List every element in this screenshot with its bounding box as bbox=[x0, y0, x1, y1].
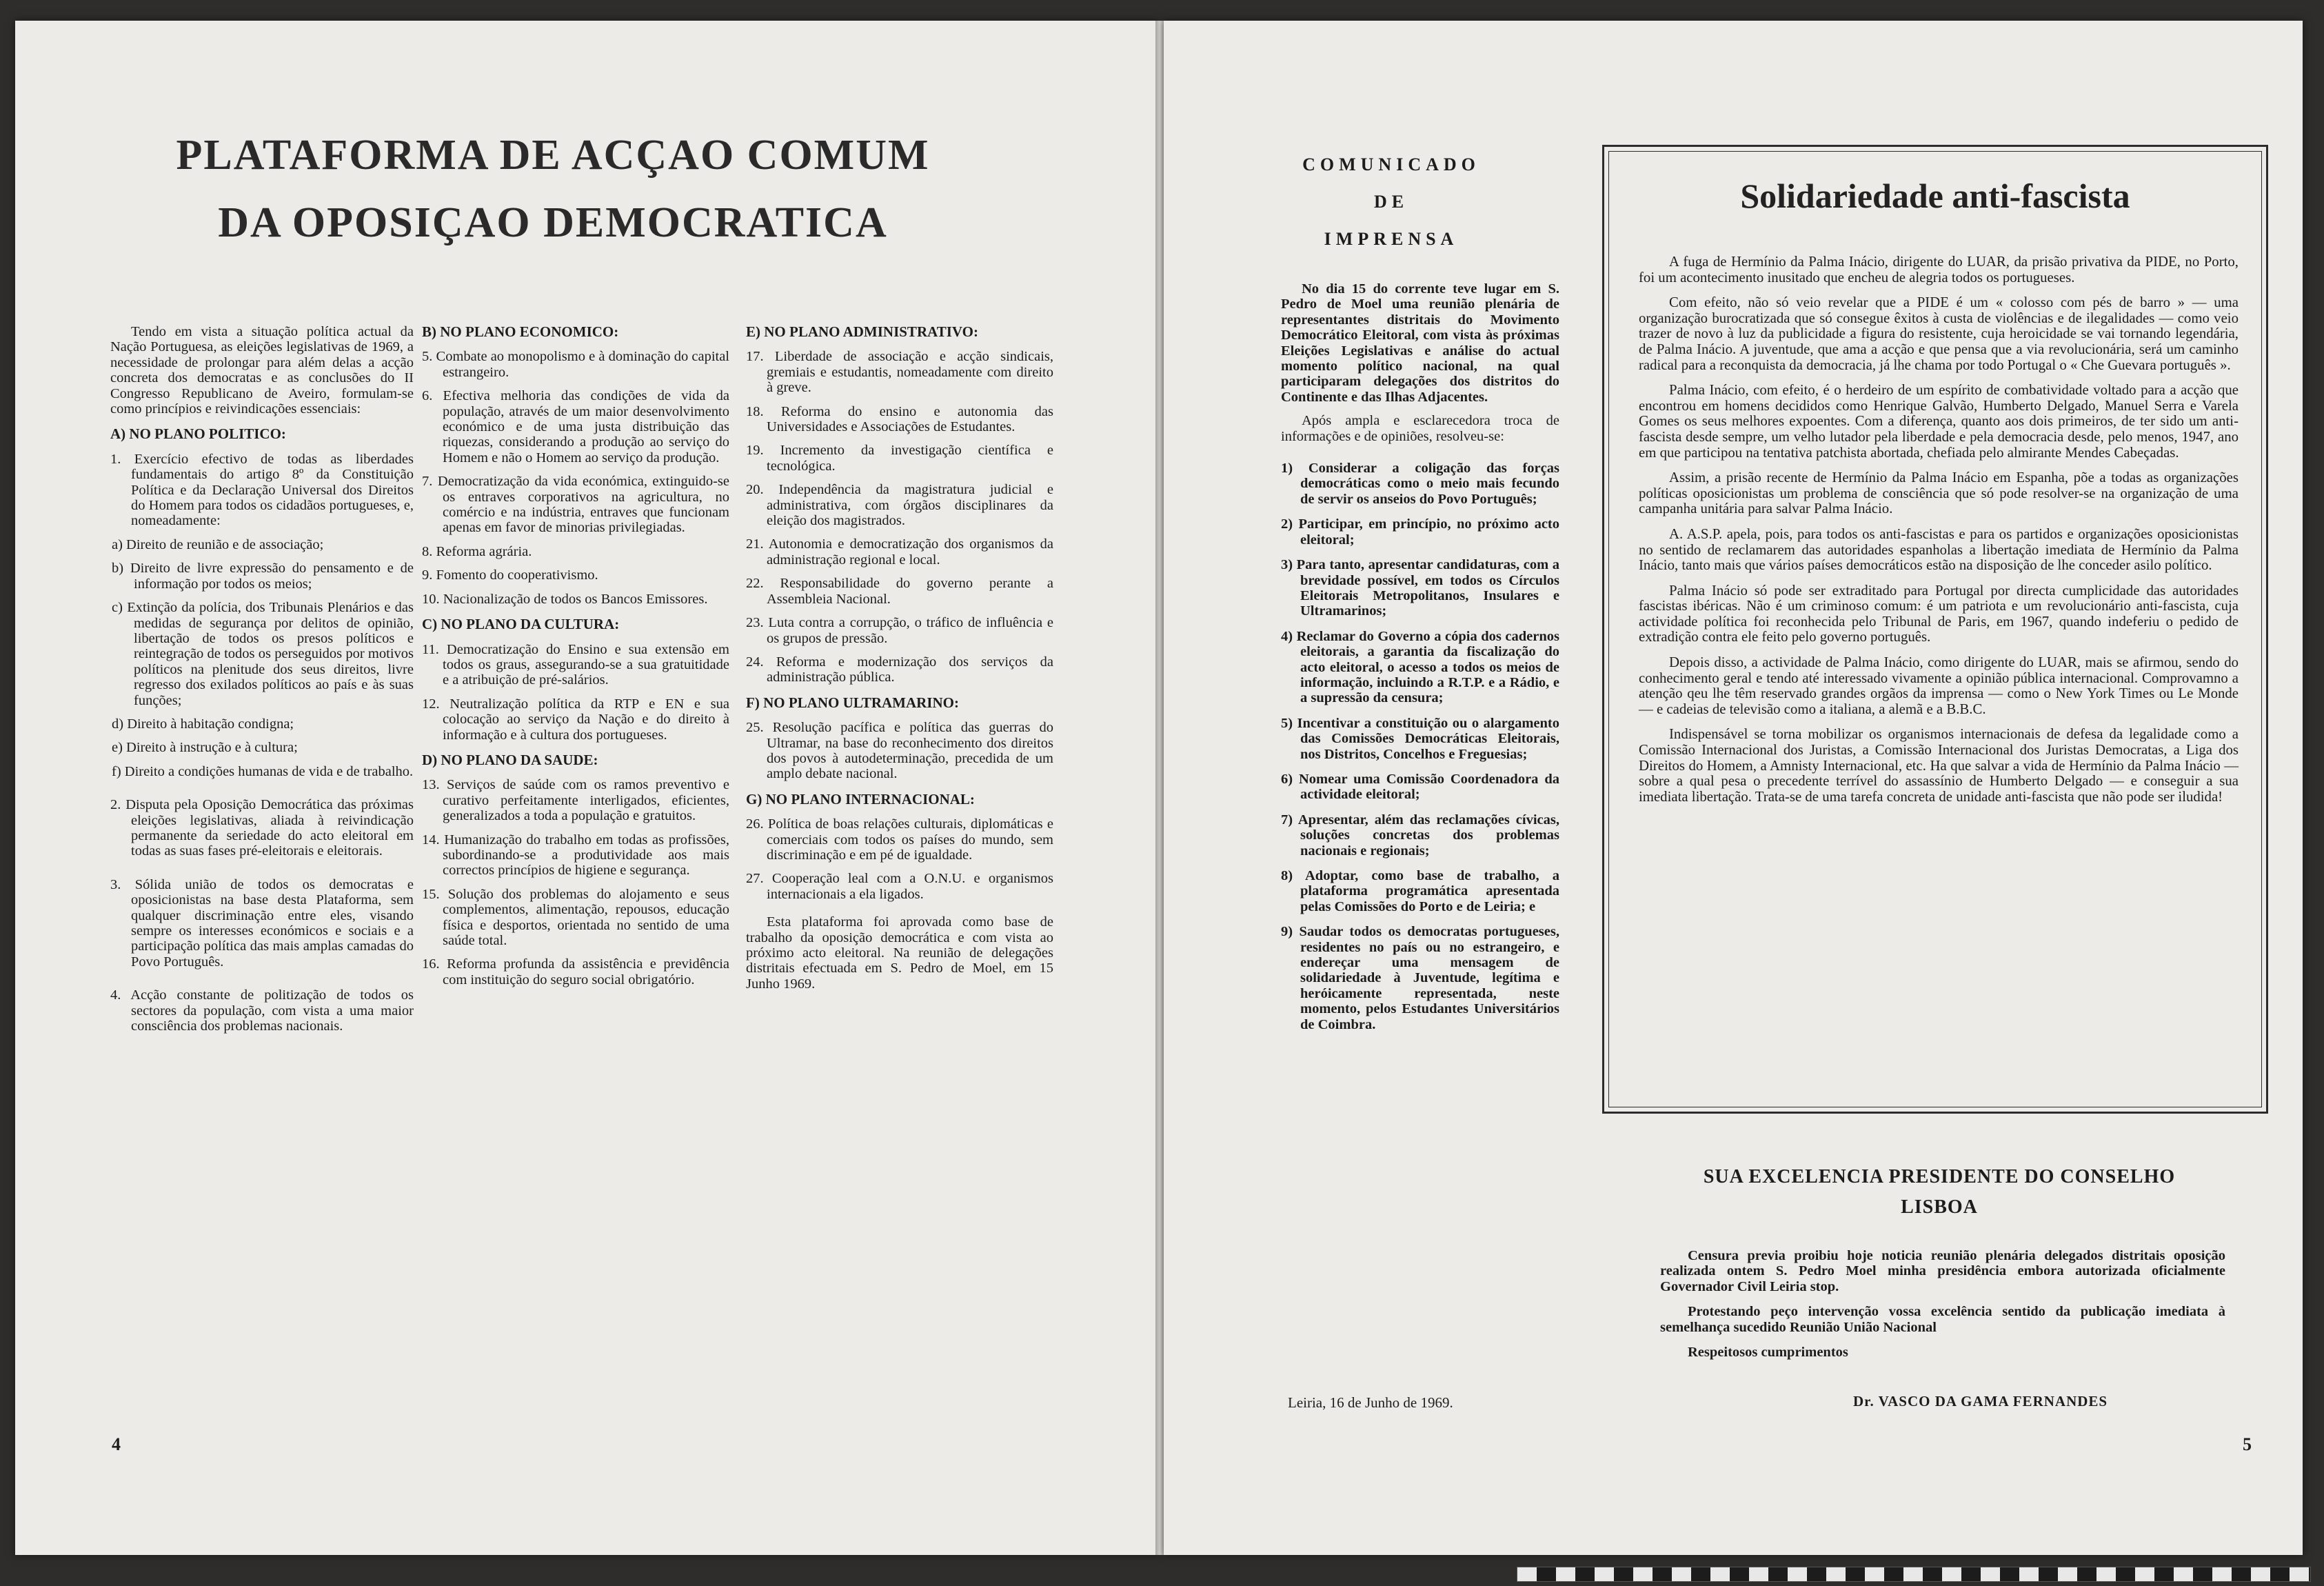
section-heading: F) NO PLANO ULTRAMARINO: bbox=[746, 694, 959, 711]
platform-subitem: f) Direito a condições humanas de vida e de trabalho. bbox=[112, 763, 414, 779]
telegram-paragraph: Censura previa proibiu hoje noticia reunião plenária delegados distritais oposição realizada ontem S. Pedro Moel minha presidência embora autorizada oficialmente Governador Civil Leiria stop. bbox=[1660, 1248, 2225, 1294]
press-release-heading-line: DE bbox=[1373, 192, 1409, 212]
solidarity-paragraph: A. A.S.P. apela, pois, para todos os anti-fascistas e para os partidos e organizações oposicionistas no sentido de reclamarem das autoridades espanholas a libertação imediata de Hermínio da Palma Inácio, tanto mais que vários países democráticos estão na disposição de lhe conceder asilo político. bbox=[1639, 525, 2239, 574]
platform-item: 26. Política de boas relações culturais, diplomáticas e comerciais com todos os países do mundo, sem discriminação e em pé de igualdade. bbox=[746, 816, 1053, 863]
platform-item: 13. Serviços de saúde com os ramos preventivo e curativo perfeitamente interligados, eficientes, generalizados a toda a população e gratuitos. bbox=[422, 777, 729, 824]
resolution-item: 6) Nomear uma Comissão Coordenadora da actividade eleitoral; bbox=[1281, 771, 1559, 803]
press-release-intro: No dia 15 do corrente teve lugar em S. Pedro de Moel uma reunião plenária de representantes distritais do Movimento Democrático Eleitoral, com vista às próximas Eleições Legislativas e análise do actual momento político nacional, na qual participaram delegações dos distritos do Continente e das Ilhas Adjacentes. bbox=[1281, 281, 1559, 405]
solidarity-paragraph: Depois disso, a actividade de Palma Inácio, como dirigente do LUAR, mais se afirmou, sendo do conhecimento geral e tendo até interessado vivamente a opinião pública internacional. Comprovamno a atenção qeu lhe têm reservado grandes orgãos da imprensa — como o New York Times ou Le Monde — e cadeias de televisão como a italiana, a alemã e a B.B.C. bbox=[1639, 654, 2239, 717]
resolution-item: 1) Considerar a coligação das forças democráticas como o meio mais fecundo de servir os anseios do Povo Português; bbox=[1281, 461, 1559, 507]
resolution-item: 8) Adoptar, como base de trabalho, a plataforma programática apresentada pelas Comissões do Porto e de Leiria; e bbox=[1281, 868, 1559, 914]
page-number: 4 bbox=[112, 1434, 121, 1454]
platform-item: 25. Resolução pacífica e política das guerras do Ultramar, na base do reconhecimento dos direitos dos povos à autodeterminação, precedida de um amplo debate nacional. bbox=[746, 720, 1053, 782]
section-heading: G) NO PLANO INTERNACIONAL: bbox=[746, 790, 975, 807]
platform-title-line1: PLATAFORMA DE ACÇAO COMUM bbox=[176, 132, 930, 179]
platform-item: 19. Incremento da investigação científica e tecnológica. bbox=[746, 443, 1053, 474]
press-release-intro: Após ampla e esclarecedora troca de informações e de opiniões, resolveu-se: bbox=[1281, 413, 1559, 444]
solidarity-paragraph: Assim, a prisão recente de Hermínio da Palma Inácio em Espanha, põe a todas as organizações políticas oposicionistas um problema de consciência que só pode resolver-se na organização de uma campanha unitária para salvar Palma Inácio. bbox=[1639, 470, 2239, 517]
section-heading: D) NO PLANO DA SAUDE: bbox=[422, 751, 598, 768]
platform-item: 20. Independência da magistratura judicial e administrativa, com órgãos disciplinares da eleição dos magistrados. bbox=[746, 482, 1053, 529]
platform-column-1 bbox=[110, 324, 414, 1042]
solidarity-box bbox=[1602, 145, 2268, 1114]
platform-item: 12. Neutralização política da RTP e EN e sua colocação ao serviço da Nação e do direito à informação e à cultura dos portugueses. bbox=[422, 696, 729, 743]
resolution-item: 5) Incentivar a constituição ou o alargamento das Comissões Democráticas Eleitorais, nos Distritos, Concelhos e Freguesias; bbox=[1281, 715, 1559, 762]
solidarity-paragraph: Palma Inácio, com efeito, é o herdeiro de um espírito de combatividade voltado para a acção que encontrou em homens decididos como Henrique Galvão, Humberto Delgado, Manuel Serra e Varela Gomes os seus melhores expoentes. Com a diferença, quanto aos dois primeiros, de ter sido um anti-fascista desde sempre, um velho lutador pela liberdade e pela democracia desde, pelo menos, 1947, ano em que participou na tentativa patchista abortada, chefiada pelo almirante Mendes Cabeçadas. bbox=[1639, 382, 2239, 461]
resolution-item: 2) Participar, em princípio, no próximo acto eleitoral; bbox=[1281, 516, 1559, 548]
platform-item: 3. Sólida união de todos os democratas e oposicionistas na base desta Plataforma, sem qualquer discriminação entre eles, visando sempre os interesses económicos e sociais e a participação política das mais amplas camadas do Povo Português. bbox=[110, 876, 414, 970]
platform-item: 16. Reforma profunda da assistência e previdência com instituição do seguro social obrigatório. bbox=[422, 956, 729, 987]
scale-ruler bbox=[1517, 1567, 2311, 1582]
press-release-body bbox=[1281, 281, 1559, 1042]
press-release-heading-line: COMUNICADO bbox=[1302, 154, 1480, 174]
solidarity-paragraph: A fuga de Hermínio da Palma Inácio, dirigente do LUAR, da prisão privativa da PIDE, no Porto, foi um acontecimento inusitado que encheu de alegria todos os portugueses. bbox=[1639, 254, 2239, 285]
platform-subitem: b) Direito de livre expressão do pensamento e de informação por todos os meios; bbox=[112, 561, 414, 592]
telegram-heading-line: SUA EXCELENCIA PRESIDENTE DO CONSELHO bbox=[1703, 1166, 2176, 1187]
platform-item: 21. Autonomia e democratização dos organismos da administração regional e local. bbox=[746, 536, 1053, 568]
platform-item: 7. Democratização da vida económica, extinguido-se os entraves corporativos na agricultura, no comércio e na indústria, entraves que funcionam apenas em favor de minorias privilegiadas. bbox=[422, 474, 729, 536]
platform-subitem: c) Extinção da polícia, dos Tribunais Plenários e das medidas de segurança por delitos de opinião, libertação de todos os presos políticos e reintegração de todos os perseguidos por motivos políticos na plenitude dos seus direitos, livre regresso dos exilados políticos ao país e às suas funções; bbox=[112, 600, 414, 708]
platform-column-2 bbox=[422, 324, 729, 996]
platform-item: 6. Efectiva melhoria das condições de vida da população, através de um maior desenvolvimento económico e de uma justa distribuição das riquezas, considerando a produção ao serviço do Homem e não o Homem ao serviço da produção. bbox=[422, 388, 729, 465]
press-release-heading-line: IMPRENSA bbox=[1324, 229, 1459, 249]
platform-closing: Esta plataforma foi aprovada como base de trabalho da oposição democrática e com vista ao próximo acto eleitoral. Na reunião de delegações distritais efectuada em S. Pedro de Moel, em 15 Junho 1969. bbox=[746, 914, 1053, 992]
platform-subitem: a) Direito de reunião e de associação; bbox=[112, 536, 324, 552]
resolution-item: 7) Apresentar, além das reclamações cívicas, soluções concretas dos problemas nacionais e regionais; bbox=[1281, 812, 1559, 859]
platform-item: 14. Humanização do trabalho em todas as profissões, subordinando-se a produtividade aos mais correctos princípios de higiene e segurança. bbox=[422, 832, 729, 879]
solidarity-paragraph: Indispensável se torna mobilizar os organismos internacionais de defesa da legalidade como a Comissão Internacional dos Juristas, a Comissão Internacional dos Juristas Democratas, a Liga dos Direitos do Homem, a Amnisty Internacional, etc. Ha que salvar a vida de Hermínio da Palma Inácio — sobre a qual pesa o precedente terrível do assassínio de Humberto Delgado — e conseguir a sua imediata libertação. Trata-se de uma tarefa concreta de unidade anti-fascista que não pode ser iludida! bbox=[1639, 726, 2239, 805]
telegram-body bbox=[1660, 1248, 2225, 1369]
press-release-heading bbox=[1295, 146, 1488, 258]
platform-item: 1. Exercício efectivo de todas as liberdades fundamentais do artigo 8º da Constituição Política e da Declaração Universal dos Direitos do Homem para todos os cidadãos portugueses, e, nomeadamente: bbox=[110, 451, 414, 529]
platform-subitem: e) Direito à instrução e à cultura; bbox=[112, 740, 298, 756]
platform-item: 15. Solução dos problemas do alojamento e seus complementos, alimentação, repousos, educação física e desportos, orientada no sentido de uma saúde total. bbox=[422, 886, 729, 948]
section-heading: B) NO PLANO ECONOMICO: bbox=[422, 323, 619, 340]
section-heading: E) NO PLANO ADMINISTRATIVO: bbox=[746, 323, 978, 340]
telegram-heading-line: LISBOA bbox=[1901, 1196, 1978, 1218]
platform-item: 10. Nacionalização de todos os Bancos Emissores. bbox=[422, 591, 708, 607]
telegram-paragraph: Respeitosos cumprimentos bbox=[1688, 1345, 1848, 1361]
platform-item: 27. Cooperação leal com a O.N.U. e organismos internacionais a ela ligados. bbox=[746, 871, 1053, 902]
platform-item: 18. Reforma do ensino e autonomia das Universidades e Associações de Estudantes. bbox=[746, 403, 1053, 435]
platform-column-3 bbox=[746, 324, 1053, 1000]
page-number: 5 bbox=[2243, 1434, 2252, 1454]
platform-item: 2. Disputa pela Oposição Democrática das próximas eleições legislativas, aliada à reivindicação permanente da seriedade do acto eleitoral em todas as suas fases pré-eleitorais e eleitorais. bbox=[110, 797, 414, 859]
telegram-paragraph: Protestando peço intervenção vossa excelência sentido da publicação imediata à semelhança sucedido Reunião União Nacional bbox=[1660, 1304, 2225, 1335]
platform-title-line2: DA OPOSIÇAO DEMOCRATICA bbox=[218, 199, 888, 246]
platform-item: 4. Acção constante de politização de todos os sectores da população, com vista a uma maior consciência dos problemas nacionais. bbox=[110, 987, 414, 1034]
resolution-item: 9) Saudar todos os democratas portugueses, residentes no país ou no estrangeiro, e endereçar uma mensagem de solidariedade à Juventude, legítima e heróicamente representada, neste momento, pelos Estudantes Universitários de Coimbra. bbox=[1281, 924, 1559, 1032]
platform-intro: Tendo em vista a situação política actual da Nação Portuguesa, as eleições legislativas de 1969, a necessidade de prolongar para além delas a acção concreta dos democratas e as conclusões do II Congresso Republicano de Aveiro, formulam-se como princípios e reivindicações essenciais: bbox=[110, 324, 414, 417]
telegram-heading bbox=[1619, 1162, 2260, 1223]
platform-subitem: d) Direito à habitação condigna; bbox=[112, 716, 294, 732]
solidarity-paragraph: Com efeito, não só veio revelar que a PIDE é um « colosso com pés de barro » — uma organização burocratizada que só consegue êxitos à custa de violências e de ilegalidades — como veio trazer de novo à luz da publicidade a figura do resistente, cuja heroicidade se vai tornando legendária, de Palma Inácio. A juventude, que ama a acção e que pensa que a via revolucionária, será um caminho radical para a reconquista da democracia, já lhe chama por todo Portugal o « Che Guevara português ». bbox=[1639, 294, 2239, 373]
section-heading: A) NO PLANO POLITICO: bbox=[110, 425, 286, 443]
solidarity-body bbox=[1639, 254, 2239, 814]
platform-item: 8. Reforma agrária. bbox=[422, 543, 532, 559]
platform-item: 23. Luta contra a corrupção, o tráfico de influência e os grupos de pressão. bbox=[746, 615, 1053, 646]
platform-item: 22. Responsabilidade do governo perante a Assembleia Nacional. bbox=[746, 576, 1053, 607]
solidarity-paragraph: Palma Inácio só pode ser extraditado para Portugal por directa cumplicidade das autoridades fascistas ibéricas. Não é um criminoso comum: é um patriota e um revolucionário anti-fascista, cuja actividade política foi reconhecida pelo Tribunal de Paris, em 1967, quando indeferiu o pedido de extradição contra ele feito pelo governo português. bbox=[1639, 582, 2239, 645]
resolution-item: 4) Reclamar do Governo a cópia dos cadernos eleitorais, a garantia da fiscalização do acto eleitoral, o acesso a todos os meios de informação, incluindo a R.T.P. e a Rádio, e a supressão da censura; bbox=[1281, 628, 1559, 706]
right-page bbox=[1164, 21, 2303, 1555]
platform-item: 5. Combate ao monopolismo e à dominação do capital estrangeiro. bbox=[422, 349, 729, 380]
platform-item: 24. Reforma e modernização dos serviços da administração pública. bbox=[746, 654, 1053, 685]
platform-item: 11. Democratização do Ensino e sua extensão em todos os graus, assegurando-se a sua gratuitidade e a atribuição de pré-salários. bbox=[422, 641, 729, 688]
resolution-item: 3) Para tanto, apresentar candidaturas, com a brevidade possível, em todos os Círculos Eleitorais Metropolitanos, Insulares e Ultramarinos; bbox=[1281, 557, 1559, 619]
platform-item: 17. Liberdade de associação e acção sindicais, gremiais e estudantis, nomeadamente com direito à greve. bbox=[746, 349, 1053, 396]
left-page bbox=[15, 21, 1158, 1555]
solidarity-title: Solidariedade anti-fascista bbox=[1740, 177, 2130, 215]
telegram-signature: Dr. VASCO DA GAMA FERNANDES bbox=[1853, 1393, 2108, 1409]
section-heading: C) NO PLANO DA CULTURA: bbox=[422, 616, 620, 633]
press-release-date: Leiria, 16 de Junho de 1969. bbox=[1288, 1394, 1453, 1411]
platform-item: 9. Fomento do cooperativismo. bbox=[422, 568, 598, 583]
